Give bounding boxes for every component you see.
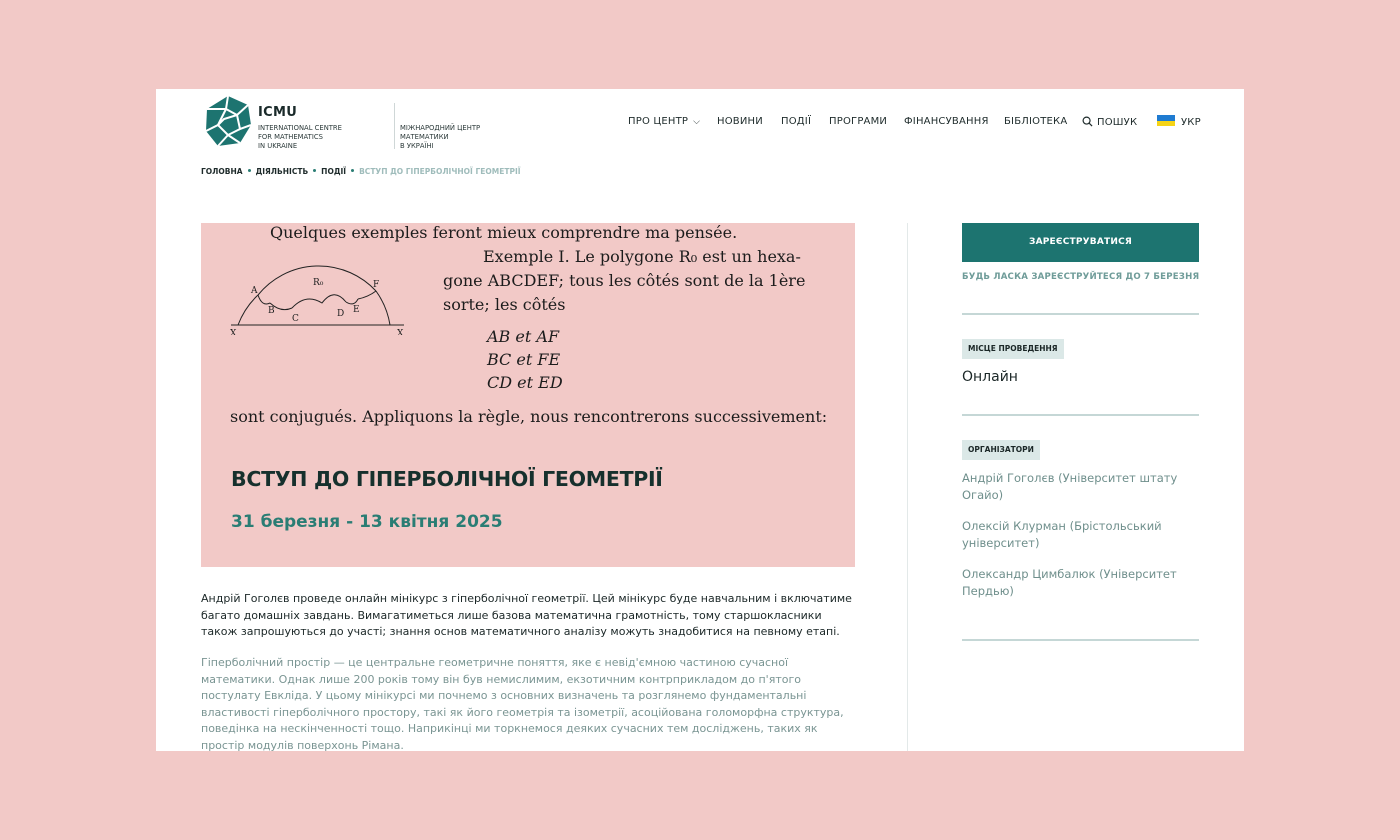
ukraine-flag-icon [1157, 115, 1175, 126]
site-logo[interactable] [204, 95, 481, 150]
browser-page [156, 89, 1244, 751]
event-description-details: Гіперболічний простір — це центральне геометричне поняття, яке є невід'ємною частиною сучасної математики. Однак лише 200 років тому він був немислимим, екзотичним контрприкладом до п'ятого постулату Евкліда. У цьому мінікурсі ми почнемо з основних визначень та розглянемо фундаментальні властивості гіперболічного простору, такі як його геометрія та ізометрії, асоційована голоморфна структура, поведінка на нескінченності тощо. Наприкінці ми торкнемося деяких сучасних тем досліджень, таких як простір модулів поверхонь Рімана. [201, 656, 844, 751]
organizers-tag: ОРГАНІЗАТОРИ [962, 440, 1040, 460]
logo-subtitle-ua: МІЖНАРОДНИЙ ЦЕНТР МАТЕМАТИКИ В УКРАЇНІ [400, 124, 481, 150]
nav-item-about[interactable] [628, 116, 700, 127]
breadcrumb-events[interactable]: ПОДІЇ [321, 167, 347, 176]
scan-equation: AB et AF [487, 327, 560, 346]
breadcrumb-separator [351, 169, 354, 172]
language-label: УКР [1181, 117, 1201, 128]
breadcrumb-separator [248, 169, 251, 172]
logo-divider [394, 103, 395, 149]
figure-label: D [337, 309, 345, 319]
scan-equation: CD et ED [487, 373, 563, 392]
sidebar-divider [962, 313, 1199, 315]
breadcrumb [201, 167, 521, 176]
event-dates: 31 березня - 13 квітня 2025 [231, 512, 503, 532]
icmu-logo-icon [204, 95, 252, 147]
event-hero [201, 223, 855, 567]
scan-line: sorte; les côtés [443, 295, 566, 314]
figure-label: X [230, 329, 237, 335]
figure-label: X [397, 329, 404, 335]
nav-item-label: НОВИНИ [717, 116, 763, 127]
figure-label: A [251, 286, 258, 296]
figure-label: E [353, 305, 360, 315]
organizer-link[interactable]: Олексій Клурман (Брістольський університет) [962, 519, 1162, 550]
breadcrumb-separator [313, 169, 316, 172]
chevron-down-icon: ⌵ [693, 117, 701, 127]
nav-item-library[interactable] [1004, 116, 1067, 127]
language-switcher[interactable] [1157, 115, 1201, 128]
search-button[interactable] [1082, 116, 1137, 128]
figure-label: B [268, 306, 275, 316]
register-button[interactable]: ЗАРЕЄСТРУВАТИСЯ [962, 223, 1199, 262]
breadcrumb-activity[interactable]: ДІЯЛЬНІСТЬ [255, 167, 309, 176]
search-label: ПОШУК [1097, 117, 1138, 128]
scan-equation: BC et FE [487, 350, 561, 369]
breadcrumb-home[interactable]: ГОЛОВНА [201, 167, 243, 176]
venue-value: Онлайн [962, 369, 1018, 385]
nav-item-label: ПОДІЇ [781, 116, 812, 127]
sidebar-divider [962, 639, 1199, 641]
nav-item-funding[interactable] [904, 116, 989, 127]
logo-subtitle-en: INTERNATIONAL CENTRE FOR MATHEMATICS IN UKRAINE [258, 124, 342, 150]
organizer-link[interactable]: Олександр Цимбалюк (Університет Пердью) [962, 567, 1177, 598]
scan-line: gone ABCDEF; tous les côtés sont de la 1ère [443, 271, 806, 290]
event-description-intro: Андрій Гоголєв проведе онлайн мінікурс з гіперболічної геометрії. Цей мінікурс буде навчальним і включатиме багато домашніх завдань. Вимагатиметься лише базова математична грамотність, тому старшокласники також запрошуються до участі; знання основ математичного аналізу можуть знадобитися на певному етапі. [201, 592, 852, 638]
register-deadline-note: БУДЬ ЛАСКА ЗАРЕЄСТРУЙТЕСЯ ДО 7 БЕРЕЗНЯ [962, 272, 1200, 282]
nav-item-news[interactable] [717, 116, 763, 127]
scan-line: sont conjugués. Appliquons la règle, nous rencontrerons successivement: [230, 407, 828, 426]
nav-item-label: ФІНАНСУВАННЯ [904, 116, 989, 127]
nav-item-label: ПРО ЦЕНТР [628, 116, 689, 127]
organizer-link[interactable]: Андрій Гоголєв (Університет штату Огайо) [962, 471, 1178, 502]
logo-title: ICMU [258, 105, 298, 120]
column-divider [907, 223, 908, 751]
hexagon-figure [226, 265, 416, 335]
scan-line: Exemple I. Le polygone R₀ est un hexa- [483, 247, 801, 266]
scan-line: Quelques exemples feront mieux comprendre ma pensée. [270, 223, 738, 242]
hero-scanned-text-image [201, 223, 855, 438]
event-title: ВСТУП ДО ГІПЕРБОЛІЧНОЇ ГЕОМЕТРІЇ [231, 467, 663, 491]
nav-item-label: БІБЛІОТЕКА [1004, 116, 1068, 127]
nav-item-events[interactable] [781, 116, 811, 127]
nav-item-label: ПРОГРАМИ [829, 116, 888, 127]
search-icon [1082, 116, 1093, 127]
venue-tag: МІСЦЕ ПРОВЕДЕННЯ [962, 339, 1064, 359]
nav-item-programs[interactable] [829, 116, 887, 127]
sidebar-divider [962, 414, 1199, 416]
breadcrumb-current: ВСТУП ДО ГІПЕРБОЛІЧНОЇ ГЕОМЕТРІЇ [359, 167, 521, 176]
figure-label: F [373, 280, 380, 290]
figure-label: R₀ [313, 278, 324, 288]
figure-label: C [292, 314, 299, 324]
